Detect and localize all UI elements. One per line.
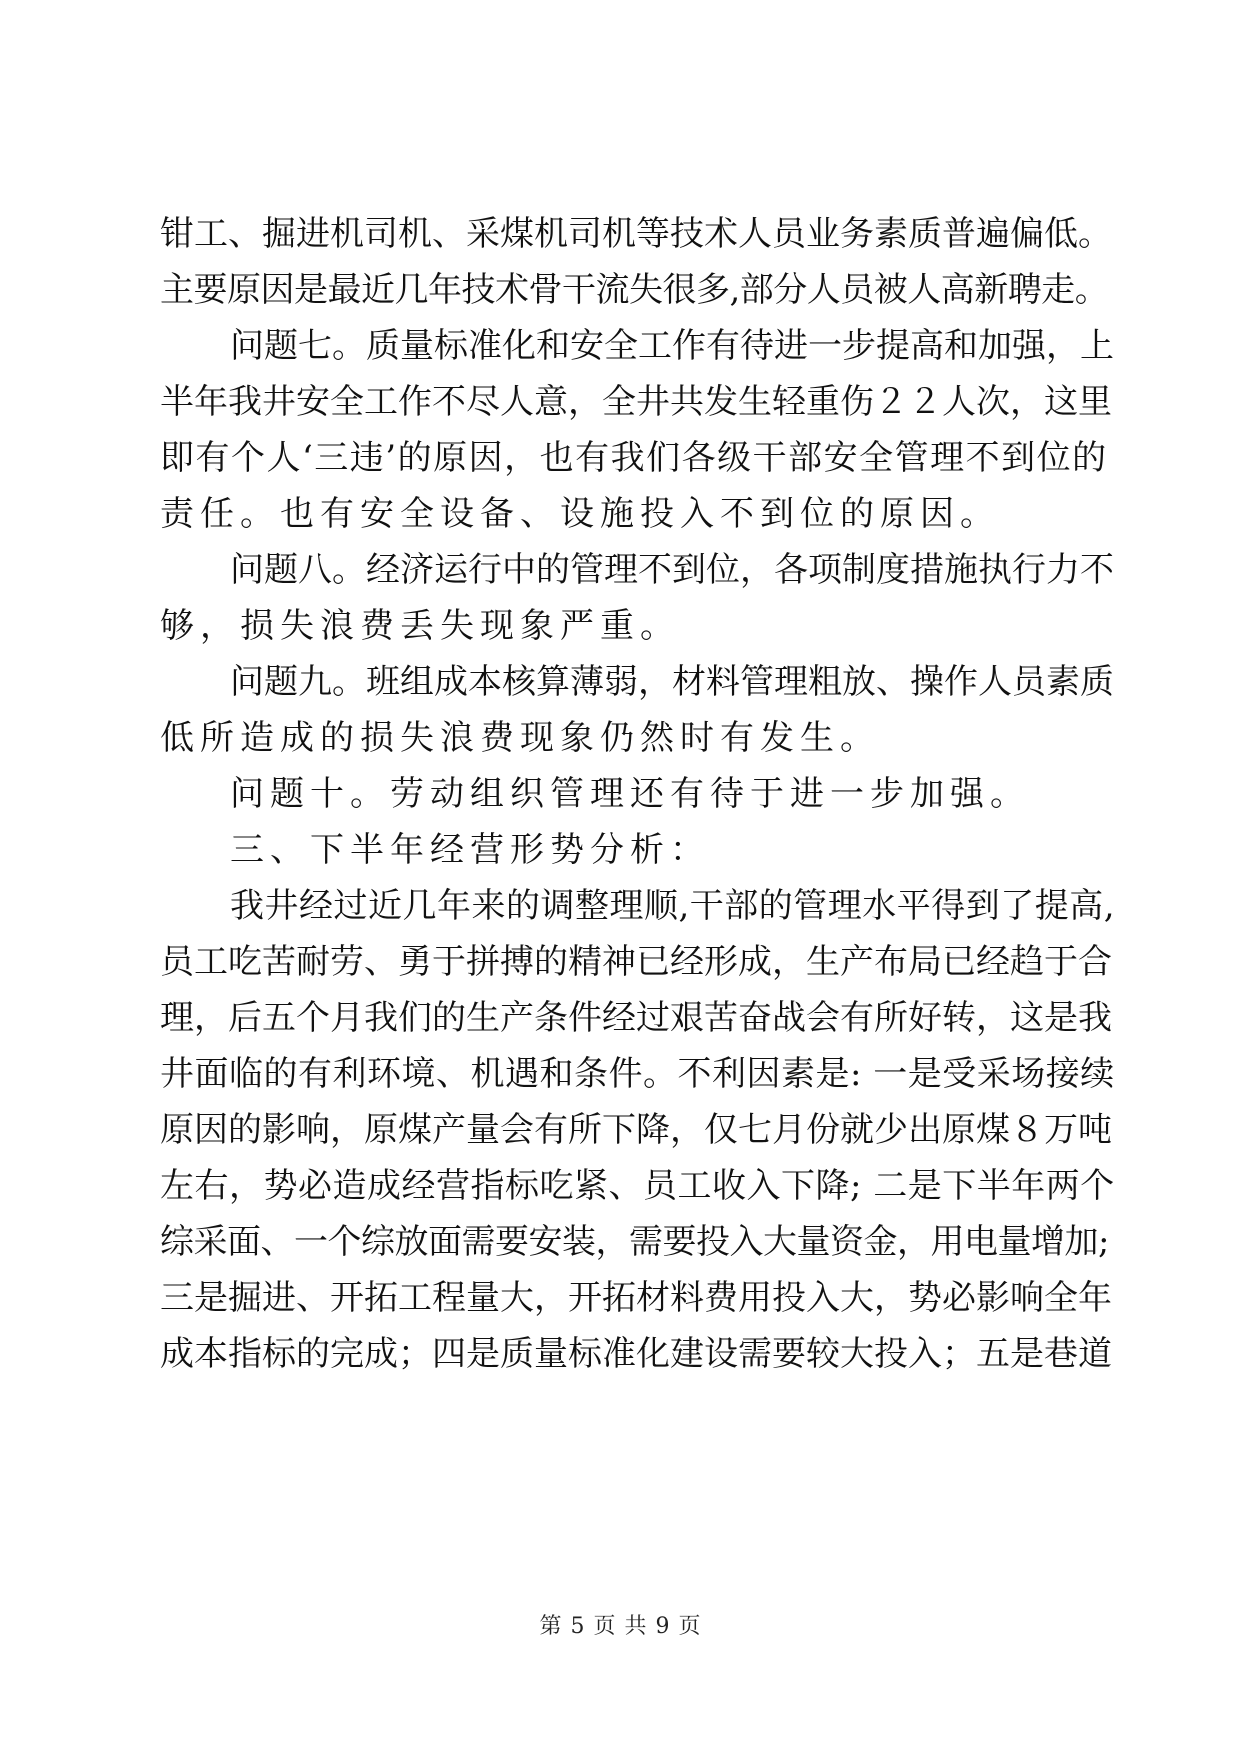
paragraph-start-line: 问题十。劳动组织管理还有待于进一步加强。 <box>230 774 1030 814</box>
text-line: 井面临的有利环境、机遇和条件。不利因素是: 一是受采场接续 <box>160 1054 1115 1094</box>
text-line: 钳工、掘进机司机、采煤机司机等技术人员业务素质普遍偏低。 <box>160 214 1112 254</box>
paragraph-start-line: 我井经过近几年来的调整理顺,干部的管理水平得到了提高, <box>230 886 1116 926</box>
text-line: 左右，势必造成经营指标吃紧、员工收入下降; 二是下半年两个 <box>160 1166 1115 1206</box>
text-line: 主要原因是最近几年技术骨干流失很多,部分人员被人高新聘走。 <box>160 270 1109 310</box>
text-line: 员工吃苦耐劳、勇于拼搏的精神已经形成，生产布局已经趋于合 <box>160 942 1112 982</box>
text-line: 即有个人‘三违’的原因，也有我们各级干部安全管理不到位的 <box>160 438 1108 478</box>
text-line: 责任。也有安全设备、设施投入不到位的原因。 <box>160 494 1000 534</box>
paragraph-start-line: 问题八。经济运行中的管理不到位，各项制度措施执行力不 <box>230 550 1114 590</box>
text-line: 理，后五个月我们的生产条件经过艰苦奋战会有所好转，这是我 <box>160 998 1112 1038</box>
text-line: 够，损失浪费丢失现象严重。 <box>160 606 680 646</box>
section-heading: 三、下半年经营形势分析： <box>230 830 710 870</box>
text-line: 半年我井安全工作不尽人意，全井共发生轻重伤２２人次，这里 <box>160 382 1112 422</box>
page-number-footer: 第 5 页 共 9 页 <box>539 1614 702 1639</box>
paragraph-start-line: 问题九。班组成本核算薄弱，材料管理粗放、操作人员素质 <box>230 662 1114 702</box>
text-line: 原因的影响，原煤产量会有所下降，仅七月份就少出原煤８万吨 <box>160 1110 1112 1150</box>
text-line: 综采面、一个综放面需要安装，需要投入大量资金，用电量增加; <box>160 1222 1109 1262</box>
text-line: 低所造成的损失浪费现象仍然时有发生。 <box>160 718 880 758</box>
text-line: 三是掘进、开拓工程量大，开拓材料费用投入大，势必影响全年 <box>160 1278 1112 1318</box>
text-line: 成本指标的完成；四是质量标准化建设需要较大投入；五是巷道 <box>160 1334 1112 1374</box>
paragraph-start-line: 问题七。质量标准化和安全工作有待进一步提高和加强，上 <box>230 326 1114 366</box>
